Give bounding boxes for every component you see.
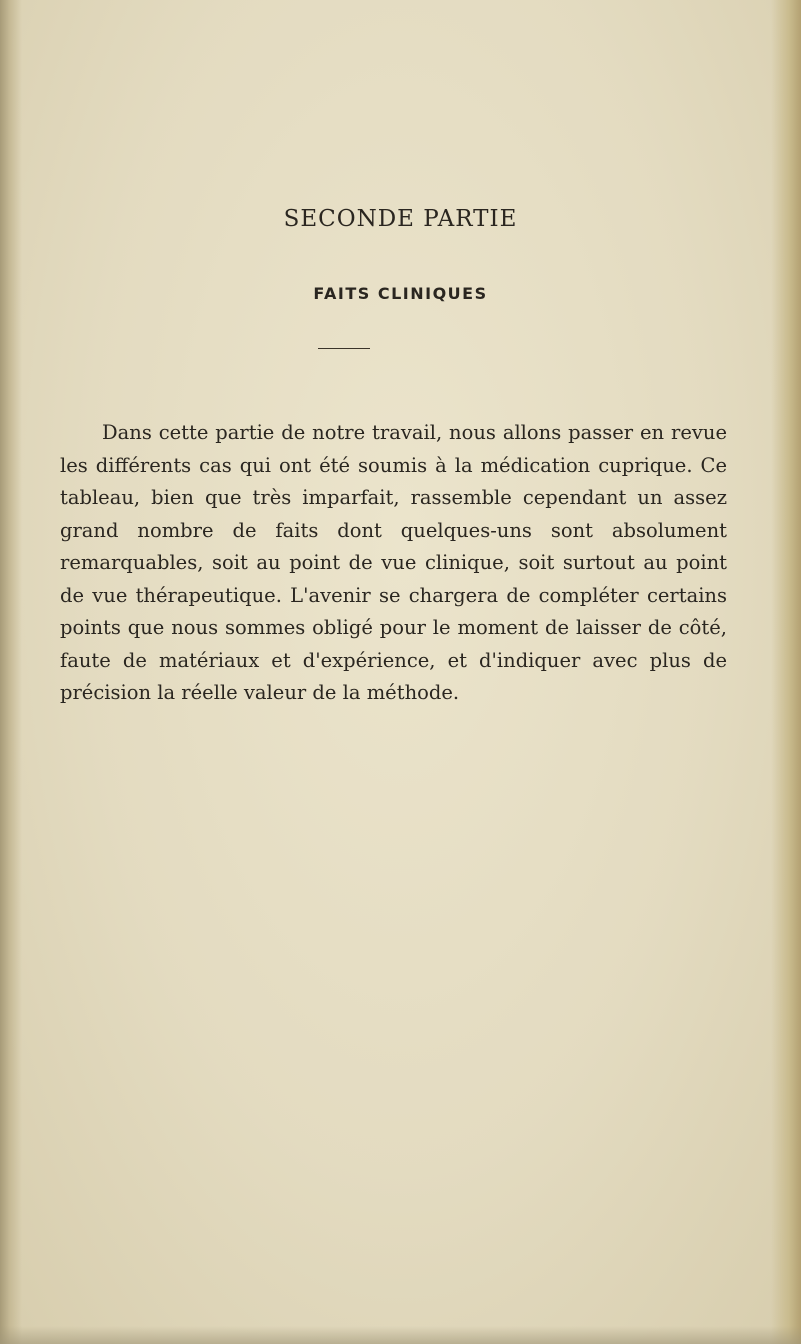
page-binding-shadow: [0, 0, 22, 1344]
title-divider: [318, 348, 370, 349]
part-heading: SECONDE PARTIE: [283, 206, 518, 232]
section-title: FAITS CLINIQUES: [313, 284, 488, 303]
page-edge-bottom: [0, 1326, 801, 1344]
body-paragraph: Dans cette partie de notre travail, nous allons passer en revue les différents cas qui ont été soumis à la médication cuprique. Ce tableau, bien que très imparfait, rassemble cependant un assez grand nombre de faits dont quelques-uns sont absolument remarquables, soit au point de vue clinique, soit surtout au point de vue thérapeutique. L'avenir se chargera de compléter certains points que nous sommes obligé pour le moment de laisser de côté, faute de matériaux et d'expérience, et d'indiquer avec plus de précision la réelle valeur de la méthode.: [60, 421, 727, 704]
page-edge-right: [771, 0, 801, 1344]
